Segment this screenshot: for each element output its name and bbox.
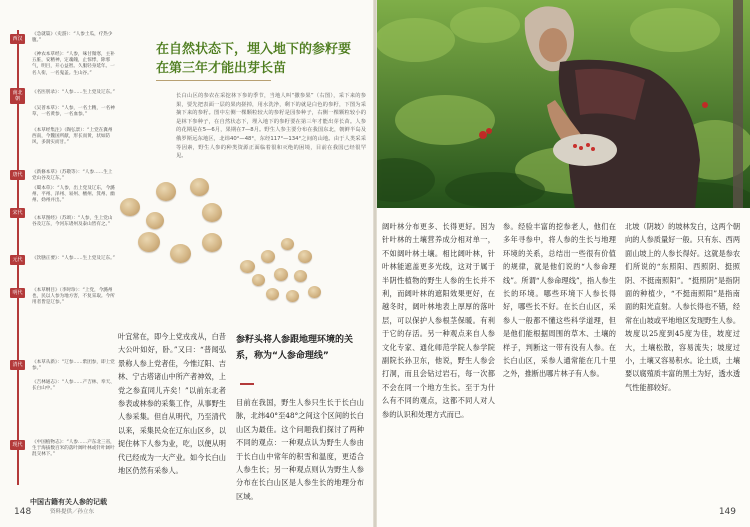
sidebar-entry: 《神农本草经》：“人参，味甘微寒，主补五脏，安精神，定魂魄，止惊悸，除邪气，明目，开心益智。久服轻身延年。一名人衔，一名鬼盖。生山谷。”	[32, 52, 115, 76]
forest-scene-illustration	[375, 0, 750, 208]
headline-line-2: 在第三年才能出芽长苗	[156, 61, 287, 76]
sidebar-entry: 《吉林通志》：“人参……产吉林、奉天、长白山中。”	[32, 380, 115, 392]
seed	[240, 260, 255, 273]
dynasty-label: 现代	[10, 440, 25, 450]
sidebar-entry: 《本草从新》：“辽参……紫团参，即上党参。”	[32, 360, 115, 372]
dynasty-label: 唐代	[10, 170, 25, 180]
seed	[170, 244, 191, 263]
sidebar-entry: 《新修本草》（苏敬等）：“人参……生上党山谷及辽东。”	[32, 170, 113, 182]
seed	[202, 233, 222, 252]
ginseng-seeds-photo	[118, 170, 363, 310]
page-number-right: 149	[718, 507, 736, 517]
page-number-left: 148	[14, 507, 32, 517]
sidebar-entry: 《本草经集注》（陶弘景）：“上党在冀州西南，今魏国所献，形长而黄，状如防风，多润实而甘。”	[32, 128, 113, 146]
sidebar-entry: 《蜀本草》：“人参，出上党及辽东，今潞州、平州、泽州、易州、檀州、箕州、幽州、妫州并出。”	[32, 186, 115, 204]
headline-rule	[156, 80, 271, 81]
body-column-c: 阔叶林分布更多、长得更好。因为针叶林的土壤营养成分相对单一，不如阔叶林土壤。相比阔叶林，针叶林能遮盖更多光线，这对于属于半阴性植物的野生人参的生长并不利，而阔叶林的遮阳效果更好，在越冬时，阔叶林地表上厚厚的落叶层，可以保护人参根茎保暖。有利于它的存活。另一种观点来自人参文化专家、通化师范学院人参学院副院长孙卫东，他说，野生人参会打洞，而且会钻过岩石，每一次都不会在同一个地方生长。至于为什么有不同的观点，这都不同人对人参的认识和处理方式而已。	[382, 222, 495, 419]
dynasty-label: 清代	[10, 360, 25, 370]
book-gutter	[373, 0, 377, 527]
sidebar-entry: 《名医别录》：“人参……生上党及辽东。”	[32, 90, 115, 95]
body-column-e: 北坡（阴坡）的坡林发白，这两个朝向的人参质量好一般。只有东、西两面山坡上的人参长得好。这就是参农们所说的“东照阳、西照阴、挺照阴、不挺南照阳”。“挺照阴”是指阴面的种植少，“不挺南照阳”是指南面的阳光直射。人参长得也不错，经常在山坡或平地地区发现野生人参。坡度以25度到45度为佳，坡度过大，土壤松散，容易流失；坡度过小，土壤又容易积水。论土质，土壤要以腐殖质丰富的黑土为好，透水透气性能都较好。	[625, 222, 740, 392]
seed	[298, 250, 312, 263]
dynasty-label: 元代	[10, 255, 25, 265]
headline	[156, 40, 368, 78]
ginseng-harvest-photo	[375, 0, 750, 208]
seed	[252, 274, 265, 286]
sidebar-entry: 《本草图经》（苏颂）：“人参，生上党山谷及辽东，今河东诸州及泰山皆有之。”	[32, 216, 113, 228]
seed	[274, 268, 288, 281]
seed	[190, 178, 209, 196]
body-column-d: 参。经验丰富的挖参老人，他们在多年寻参中，将人参的生长与地理环境的关系，总结出一些很有价值的规律，就是他们说的“人参命理线”。所谓“人参命理线”，指人参生长的环境。哪些环境下人参长得好，哪些长不好。在长白山区，采参人一般都不懂这些科学道理，但是他们能根据周围的草木、土壤的样子，判断这一带有没有人参。在长白山区，采参人通常能在几十里之外，推断出哪片林子有人参。	[503, 222, 616, 379]
seed	[286, 290, 299, 302]
seed	[266, 288, 279, 300]
sidebar-credit: 资料提供／孙立东	[50, 509, 95, 515]
dynasty-label: 明代	[10, 288, 25, 298]
headline-line-1: 在自然状态下，埋入地下的参籽要	[156, 42, 352, 57]
sidebar-entry: 《饮膳正要》：“人参……生上党及辽东。”	[32, 256, 115, 261]
pull-quote-rule	[240, 383, 254, 385]
right-page	[375, 0, 750, 527]
seed	[294, 270, 307, 282]
sidebar-title: 中国古籍有关人参的记载	[30, 498, 107, 506]
dynasty-label: 南北朝	[10, 88, 25, 104]
intro-caption: 长白山区的参农在采挖林下参的季节，当地人叫“撒参果”（右图），采下来的参果，要先把表面一层的果肉搓掉，用水洗净，剩下的就是白色的参籽，下图为采摘下来的参籽。图中左侧一棵颗粒较大的参籽是园参种子，右侧一棵颗粒较小的是林下参种子，在自然状态下，埋入地下的参籽要在第三年才能出芽长苗。人参的花期是在5—6月，果期在7—8月。野生人参主要分布在我国东北，朝鲜半岛及俄罗斯远东地区，北纬40°—48°，东经117°—134°之间的山地。由于人类采采等因素，野生人参的种类资源正面临着很和灭绝的困境，目前在我国已经很罕见。	[176, 93, 366, 160]
sidebar-entry: 《急就篇》（史游）：“人参土瓜，疗热少腹。”	[32, 32, 113, 44]
timeline-sidebar	[8, 30, 115, 485]
seed	[138, 232, 160, 252]
sidebar-entry: 《吴普本草》：“人参，一名土精，一名神草，一名黄参，一名血参。”	[32, 106, 115, 118]
seed	[156, 182, 176, 201]
sidebar-entry: 《本草纲目》（李时珍）：“上党，今潞州也，民以人参为地方害，不复采取。今所用者皆是辽参。”	[32, 288, 115, 306]
seed	[202, 203, 222, 222]
sidebar-entry: 《中国植物志》：“人参……产东北三省，生于海拔数百米的落叶阔叶林或针叶阔叶混交林下。”	[32, 440, 115, 458]
body-column-a: 叶宜常在，即今上党戎戎从，白昔大公叶如好，卧。”又曰：“普闻弘景称人参上党者佳，今惟辽阳、吉林、宁古塔诸山中所产者神效，上党之参直同儿卉矣！”以前东北者参表或林参的采集工作，从事野生人参采集。但自从明代，乃至清代以来，采集民众在辽东山区乡，以捉住林下人参为业，吃，以便从明代已经成为一大产业。如今长白山地区仍然有采参人。	[118, 332, 226, 476]
body-column-b: 目前在我国，野生人参只生长于长白山脉，北纬40°至48°之间这个区间的长白山区为最佳。这个问题我们探讨了两种不同的观点：一种观点认为野生人参由于长白山中常年的积雪和温度，更适合人参生长；另一种观点则认为野生人参分布在长白山区是人参生长的地理分布区域。	[236, 398, 364, 501]
seed	[120, 198, 140, 216]
seed	[281, 238, 294, 250]
dynasty-label: 宋代	[10, 208, 25, 218]
dynasty-label: 西汉	[10, 34, 25, 44]
seed	[146, 212, 164, 229]
seed	[261, 250, 275, 263]
pull-quote: 参籽头将人参跟地理环境的关系，称为“人参命理线”	[236, 335, 354, 361]
seed	[308, 286, 321, 298]
